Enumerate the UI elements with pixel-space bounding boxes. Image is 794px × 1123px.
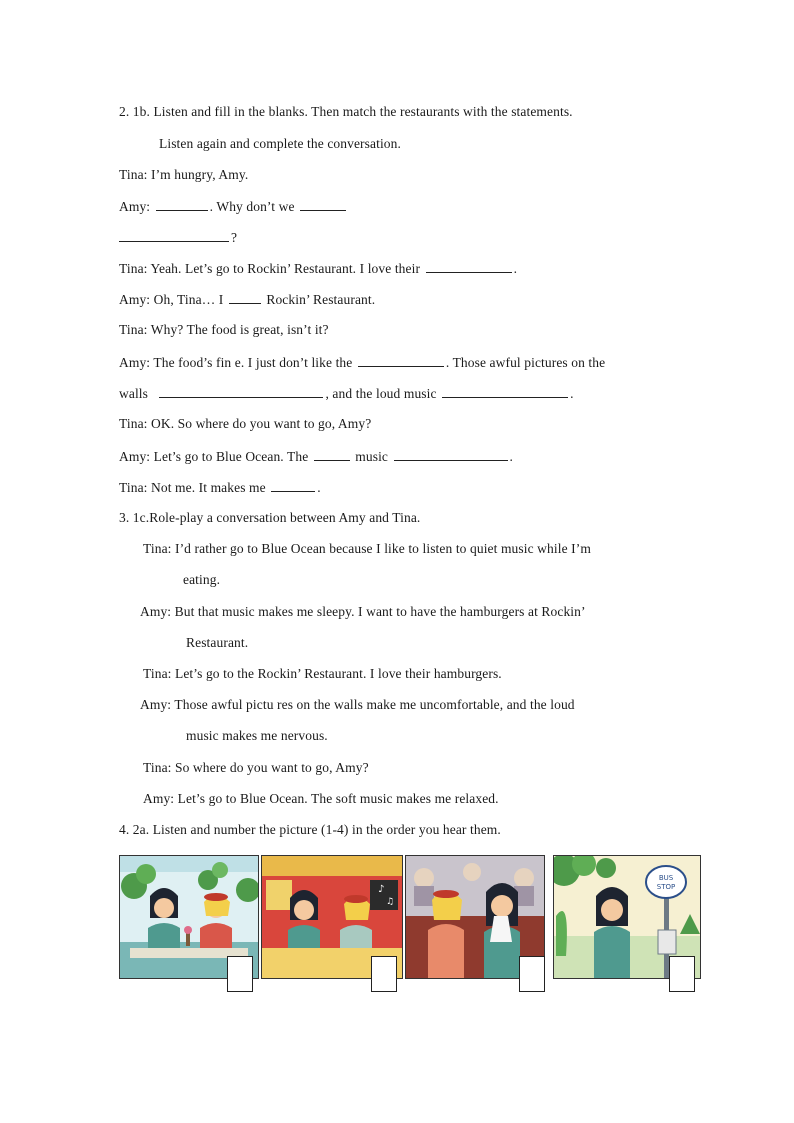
dialogue-line: Amy: The food’s fin e. I just don’t like the . Those awful pictures on the bbox=[119, 355, 606, 370]
roleplay-line: music makes me nervous. bbox=[186, 728, 328, 743]
roleplay-line: Tina: So where do you want to go, Amy? bbox=[143, 760, 369, 775]
roleplay-line: Amy: Those awful pictu res on the walls make me uncomfortable, and the loud bbox=[140, 697, 575, 712]
roleplay-line: eating. bbox=[183, 572, 221, 587]
fill-blank[interactable] bbox=[314, 448, 350, 461]
svg-text:♫: ♫ bbox=[386, 897, 395, 907]
roleplay-line: Tina: Let’s go to the Rockin’ Restaurant. I love their hamburgers. bbox=[143, 666, 502, 681]
fill-blank[interactable] bbox=[426, 260, 512, 273]
fill-blank[interactable] bbox=[159, 385, 323, 398]
bus-stop-label: BUS bbox=[658, 874, 674, 882]
dialogue-line: Amy: . Why don’t we bbox=[119, 198, 348, 215]
fill-blank[interactable] bbox=[300, 198, 346, 211]
section2-heading: 2. 1b. Listen and fill in the blanks. Then match the restaurants with the statements. bbox=[119, 104, 573, 119]
fill-blank[interactable] bbox=[394, 448, 508, 461]
answer-box-1[interactable] bbox=[227, 956, 253, 992]
fill-blank[interactable] bbox=[442, 385, 568, 398]
dialogue-line: ? bbox=[119, 229, 237, 246]
bus-stop-label: STOP bbox=[656, 883, 676, 891]
roleplay-line: Tina: I’d rather go to Blue Ocean because I like to listen to quiet music while I’m bbox=[143, 541, 591, 556]
picture-strip bbox=[119, 855, 699, 995]
section2-subheading: Listen again and complete the conversation. bbox=[159, 136, 401, 151]
roleplay-line: Restaurant. bbox=[186, 635, 249, 650]
svg-text:♪: ♪ bbox=[378, 884, 385, 895]
section4-heading: 4. 2a. Listen and number the picture (1-4) in the order you hear them. bbox=[119, 822, 501, 837]
roleplay-line: Amy: But that music makes me sleepy. I want to have the hamburgers at Rockin’ bbox=[140, 604, 586, 619]
answer-box-4[interactable] bbox=[669, 956, 695, 992]
fill-blank[interactable] bbox=[358, 354, 444, 367]
dialogue-line: walls , and the loud music . bbox=[119, 386, 574, 401]
fill-blank[interactable] bbox=[156, 198, 208, 211]
roleplay-line: Amy: Let’s go to Blue Ocean. The soft music makes me relaxed. bbox=[143, 791, 499, 806]
dialogue-line: Tina: Not me. It makes me . bbox=[119, 480, 321, 495]
fill-blank[interactable] bbox=[229, 291, 261, 304]
dialogue-line: Tina: Yeah. Let’s go to Rockin’ Restaurant. I love their . bbox=[119, 261, 518, 276]
answer-box-3[interactable] bbox=[519, 956, 545, 992]
section3-heading: 3. 1c.Role-play a conversation between Amy and Tina. bbox=[119, 510, 421, 525]
dialogue-line: Tina: I’m hungry, Amy. bbox=[119, 167, 249, 182]
dialogue-line: Tina: Why? The food is great, isn’t it? bbox=[119, 322, 329, 337]
dialogue-line: Tina: OK. So where do you want to go, Amy? bbox=[119, 416, 372, 431]
fill-blank[interactable] bbox=[271, 479, 315, 492]
answer-box-2[interactable] bbox=[371, 956, 397, 992]
dialogue-line: Amy: Oh, Tina… I Rockin’ Restaurant. bbox=[119, 292, 376, 307]
fill-blank[interactable] bbox=[119, 229, 229, 242]
dialogue-line: Amy: Let’s go to Blue Ocean. The music . bbox=[119, 449, 513, 464]
